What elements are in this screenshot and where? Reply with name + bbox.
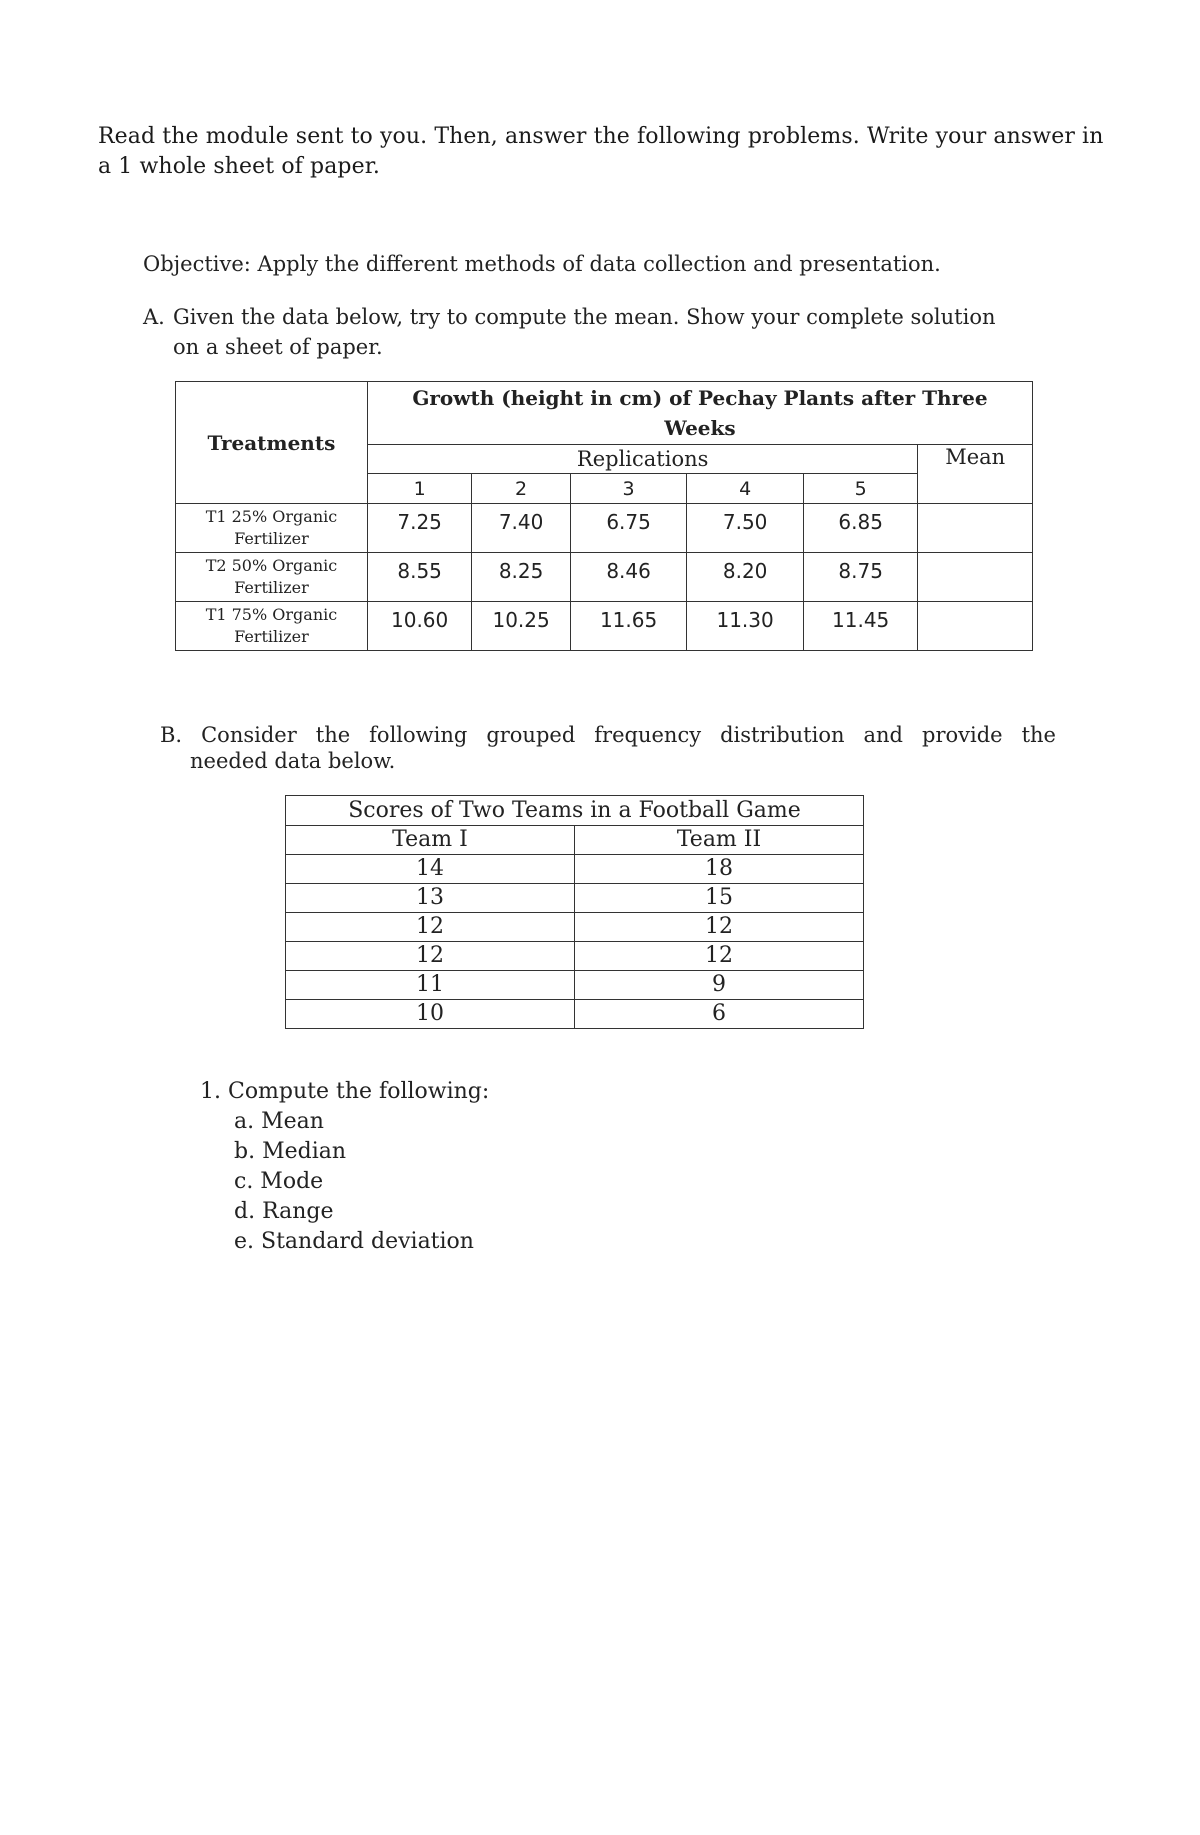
treatment-line-1: T1 75% Organic bbox=[205, 605, 338, 624]
score-cell: 9 bbox=[575, 971, 864, 1000]
part-a-line-1: Given the data below, try to compute the mean. Show your complete solution bbox=[173, 305, 996, 329]
list-item: c. Mode bbox=[234, 1169, 324, 1194]
mean-cell bbox=[918, 602, 1033, 651]
column-header-team-2: Team II bbox=[575, 826, 864, 855]
list-item: a. Mean bbox=[234, 1109, 324, 1134]
treatment-cell bbox=[176, 553, 368, 602]
part-b-word: grouped bbox=[486, 723, 576, 747]
score-cell: 11 bbox=[286, 971, 575, 1000]
score-cell: 12 bbox=[575, 942, 864, 971]
score-cell: 13 bbox=[286, 884, 575, 913]
value-cell: 7.40 bbox=[472, 504, 570, 553]
value-cell: 6.75 bbox=[570, 504, 687, 553]
intro-line-2: a 1 whole sheet of paper. bbox=[98, 154, 381, 179]
value-cell: 8.75 bbox=[803, 553, 918, 602]
part-b-word: Consider bbox=[201, 723, 297, 747]
tasks-heading: 1. Compute the following: bbox=[200, 1079, 490, 1104]
value-cell: 8.46 bbox=[570, 553, 687, 602]
value-cell: 8.25 bbox=[472, 553, 570, 602]
score-cell: 15 bbox=[575, 884, 864, 913]
intro-line-1: Read the module sent to you. Then, answer the following problems. Write your answer in bbox=[98, 124, 1104, 149]
value-cell: 7.25 bbox=[367, 504, 471, 553]
treatments-header: Treatments bbox=[176, 382, 368, 504]
score-cell: 18 bbox=[575, 855, 864, 884]
table-row bbox=[286, 884, 864, 913]
replications-header: Replications bbox=[367, 445, 918, 474]
replication-number: 2 bbox=[472, 474, 570, 504]
treatment-line-1: T2 50% Organic bbox=[205, 556, 338, 575]
compute-tasks bbox=[200, 1077, 800, 1257]
part-b-word: provide bbox=[922, 723, 1003, 747]
list-item: d. Range bbox=[234, 1199, 334, 1224]
value-cell: 10.25 bbox=[472, 602, 570, 651]
intro-instructions bbox=[98, 122, 1128, 182]
part-b-word: frequency bbox=[594, 723, 702, 747]
score-cell: 12 bbox=[575, 913, 864, 942]
growth-header-line-1: Growth (height in cm) of Pechay Plants after Three bbox=[412, 386, 988, 410]
table-row bbox=[286, 942, 864, 971]
mean-header: Mean bbox=[918, 445, 1033, 504]
part-b-word: and bbox=[863, 723, 903, 747]
part-a-instructions bbox=[143, 302, 1043, 362]
part-b-line-2: needed data below. bbox=[190, 749, 396, 773]
table-row bbox=[286, 913, 864, 942]
football-scores-table bbox=[285, 795, 864, 1029]
part-a-label: A. bbox=[143, 305, 165, 329]
objective-text: Objective: Apply the different methods of data collection and presentation. bbox=[143, 252, 941, 276]
part-b-word: the bbox=[1021, 723, 1056, 747]
treatment-cell bbox=[176, 602, 368, 651]
replication-number: 3 bbox=[570, 474, 687, 504]
value-cell: 7.50 bbox=[687, 504, 804, 553]
list-item: e. Standard deviation bbox=[234, 1229, 474, 1254]
table-row bbox=[176, 602, 1033, 651]
part-b-line-1 bbox=[160, 722, 1056, 748]
table-row bbox=[286, 971, 864, 1000]
value-cell: 10.60 bbox=[367, 602, 471, 651]
list-item: b. Median bbox=[234, 1139, 347, 1164]
part-b-word: distribution bbox=[720, 723, 845, 747]
replication-number: 1 bbox=[367, 474, 471, 504]
pechay-growth-table bbox=[175, 381, 1033, 651]
score-cell: 12 bbox=[286, 913, 575, 942]
part-b-label: B. bbox=[160, 723, 183, 747]
table-row bbox=[176, 504, 1033, 553]
column-header-team-1: Team I bbox=[286, 826, 575, 855]
mean-cell bbox=[918, 553, 1033, 602]
growth-header-line-2: Weeks bbox=[664, 416, 736, 440]
growth-header bbox=[367, 382, 1032, 445]
table-title: Scores of Two Teams in a Football Game bbox=[286, 796, 864, 826]
treatment-line-2: Fertilizer bbox=[234, 529, 309, 548]
treatment-line-1: T1 25% Organic bbox=[205, 507, 338, 526]
table-row bbox=[286, 855, 864, 884]
table-row bbox=[286, 1000, 864, 1029]
score-cell: 12 bbox=[286, 942, 575, 971]
replication-number: 4 bbox=[687, 474, 804, 504]
part-a-line-2: on a sheet of paper. bbox=[173, 335, 383, 359]
part-b-word: the bbox=[315, 723, 351, 747]
mean-cell bbox=[918, 504, 1033, 553]
part-b-word: following bbox=[369, 723, 468, 747]
score-cell: 6 bbox=[575, 1000, 864, 1029]
treatment-line-2: Fertilizer bbox=[234, 627, 309, 646]
score-cell: 14 bbox=[286, 855, 575, 884]
value-cell: 6.85 bbox=[803, 504, 918, 553]
part-b-instructions bbox=[160, 722, 1056, 774]
value-cell: 8.20 bbox=[687, 553, 804, 602]
score-cell: 10 bbox=[286, 1000, 575, 1029]
value-cell: 11.45 bbox=[803, 602, 918, 651]
treatment-cell bbox=[176, 504, 368, 553]
value-cell: 8.55 bbox=[367, 553, 471, 602]
replication-number: 5 bbox=[803, 474, 918, 504]
value-cell: 11.65 bbox=[570, 602, 687, 651]
table-row bbox=[176, 553, 1033, 602]
value-cell: 11.30 bbox=[687, 602, 804, 651]
treatment-line-2: Fertilizer bbox=[234, 578, 309, 597]
